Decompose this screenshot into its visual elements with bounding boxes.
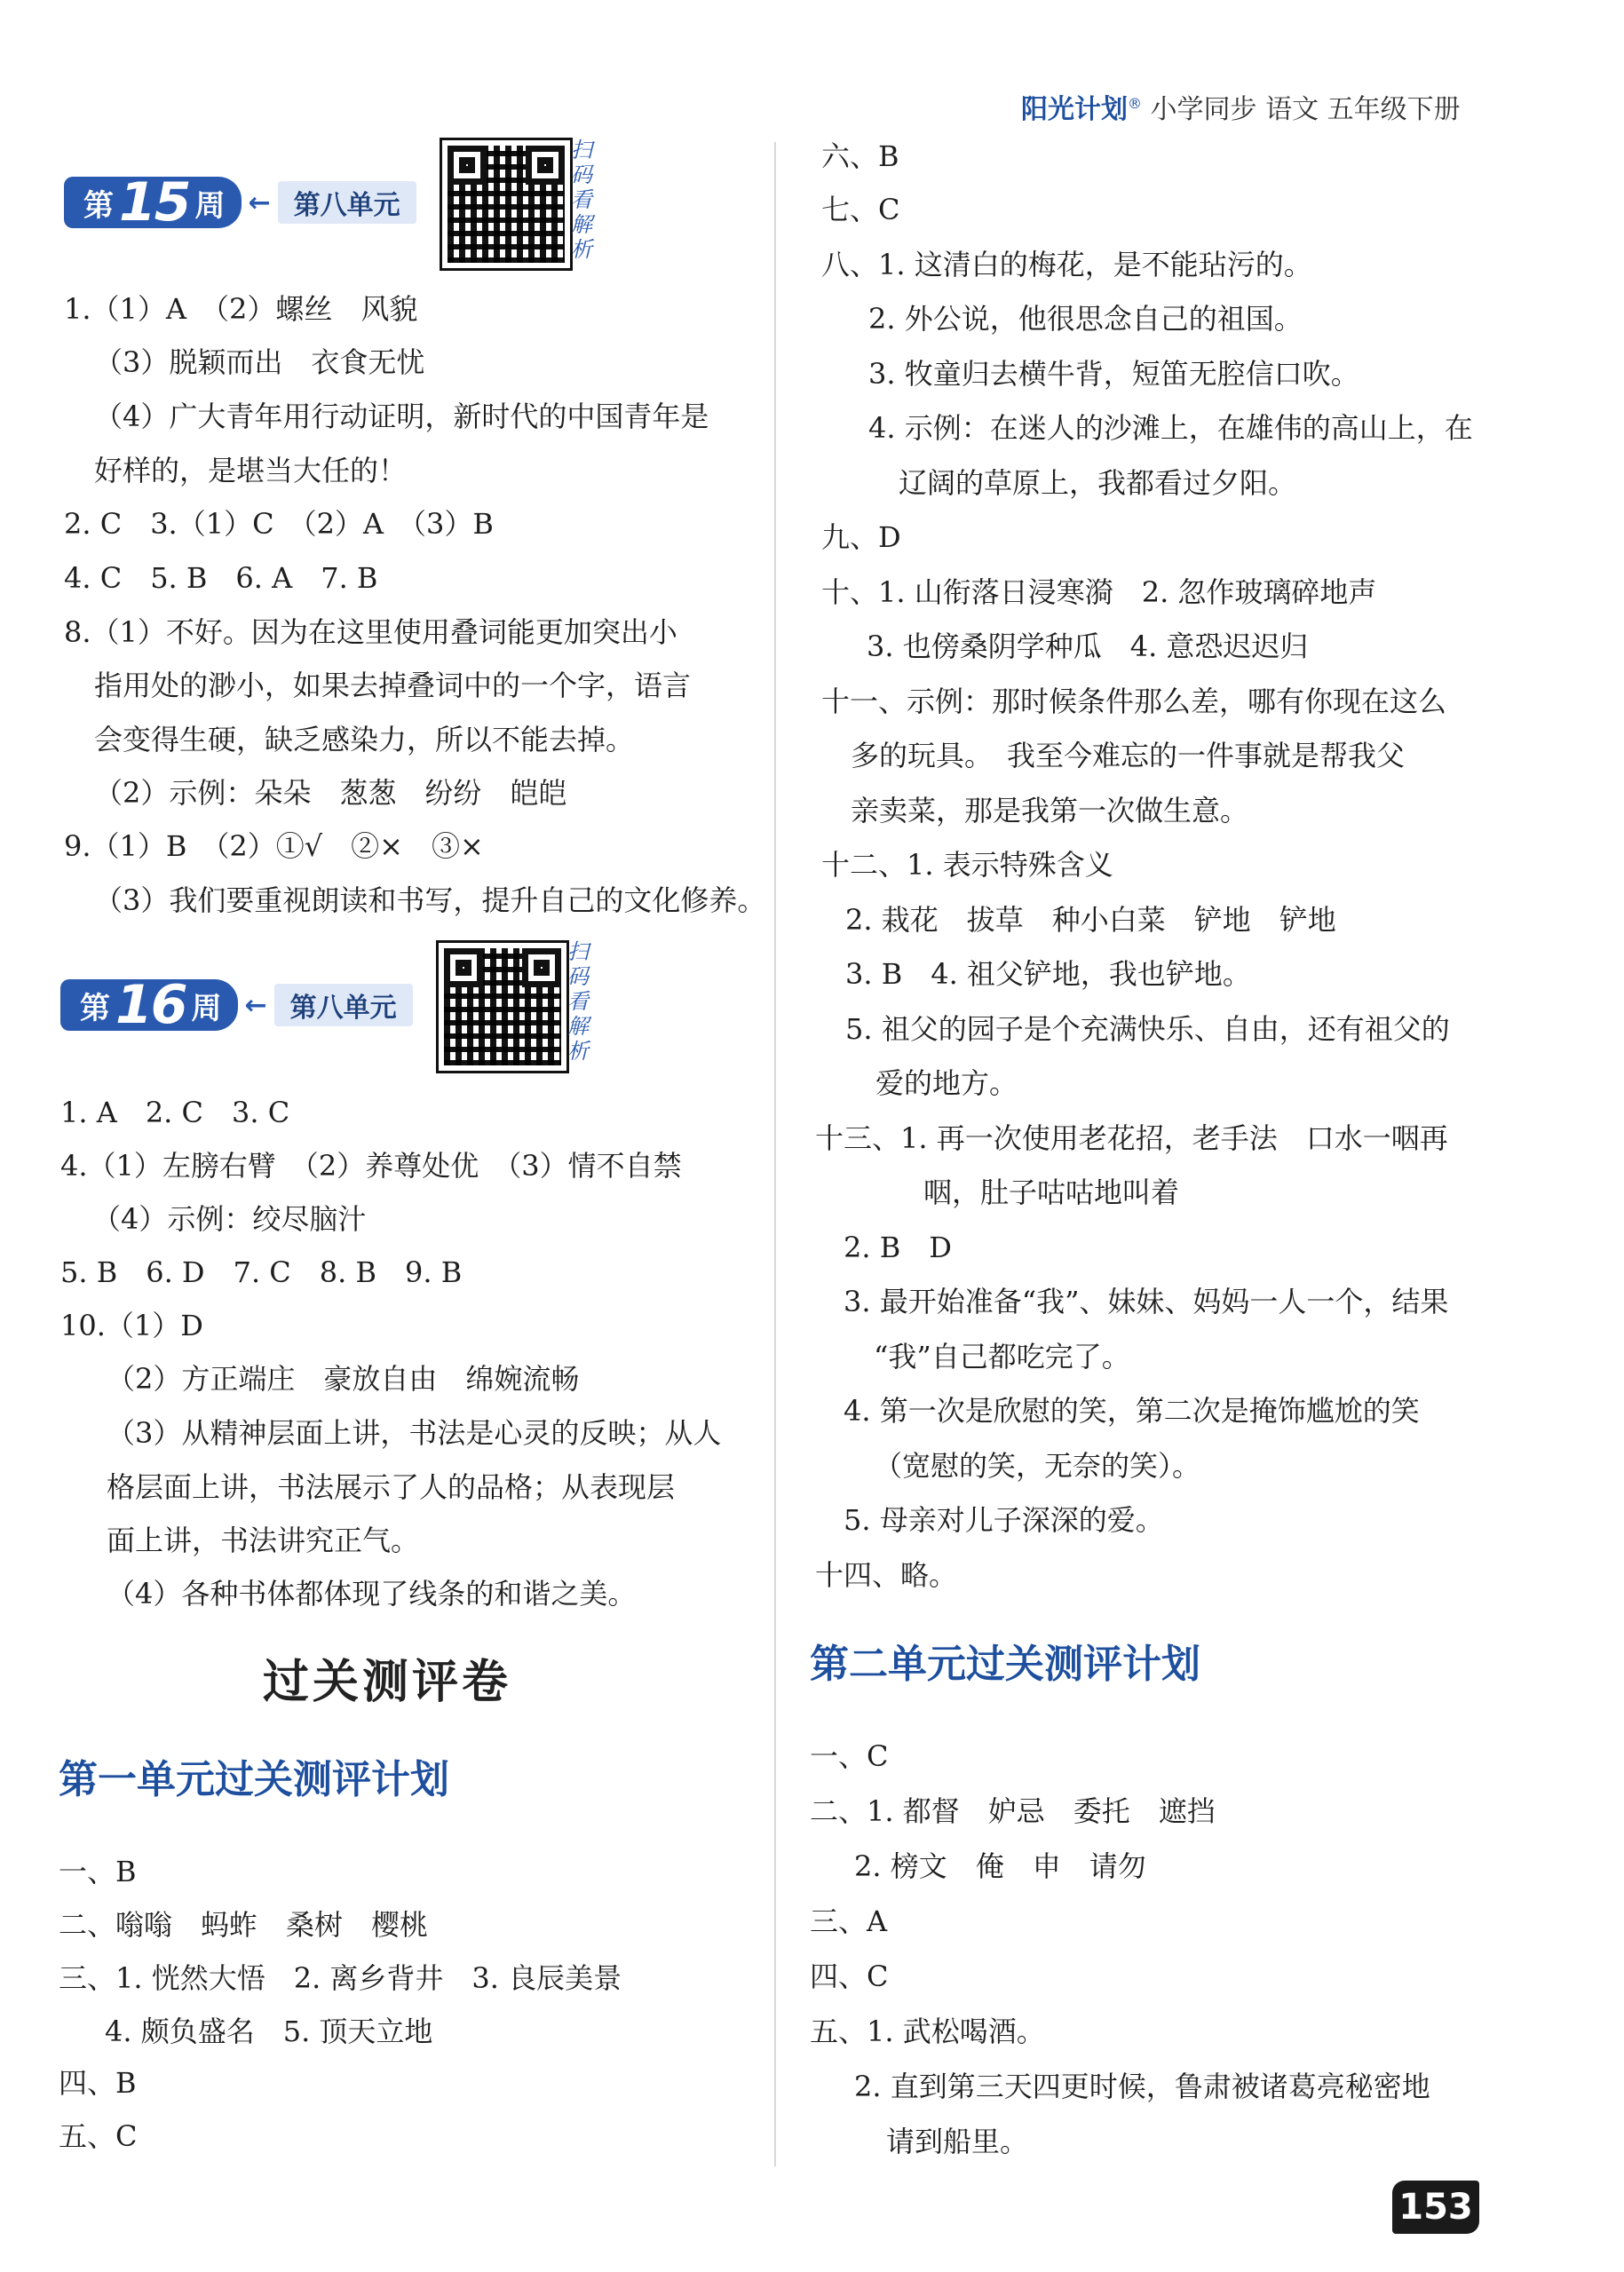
answer-line: 4. 第一次是欣慰的笑，第二次是掩饰尴尬的笑 — [844, 1394, 1420, 1428]
answer-line: 辽阔的草原上，我都看过夕阳。 — [899, 466, 1297, 500]
answer-line: 十三、1. 再一次使用老花招，老手法 口水一咽再 — [815, 1121, 1448, 1155]
answer-line: 2. C 3.（1）C （2）A （3）B — [64, 507, 494, 541]
week-16-pill — [60, 974, 238, 1036]
answer-line: 七、C — [821, 193, 900, 226]
answer-line: 二、嗡嗡 蚂蚱 桑树 樱桃 — [59, 1908, 429, 1942]
arrow-left-icon: ← — [248, 186, 271, 218]
answer-line: 8.（1）不好。因为在这里使用叠词能更加突出小 — [64, 615, 677, 649]
week-16-unit: 第八单元 — [274, 984, 413, 1026]
answer-line: 四、C — [810, 1959, 889, 1993]
answer-line: 十一、示例：那时候条件那么差，哪有你现在这么 — [821, 685, 1447, 718]
answer-line: 九、D — [821, 520, 901, 554]
answer-line: 2. 外公说，他很思念自己的祖国。 — [868, 302, 1303, 336]
answer-line: 三、A — [810, 1904, 888, 1938]
qr-char: 码 — [567, 964, 589, 989]
qr-char: 扫 — [567, 939, 589, 964]
qr-char: 解 — [571, 212, 592, 237]
answer-line: 好样的，是堪当大任的！ — [94, 454, 408, 487]
answer-line: 六、B — [821, 139, 899, 173]
page-header — [1021, 87, 1501, 126]
answer-line: 5. 祖父的园子是个充满快乐、自由，还有祖父的 — [845, 1012, 1450, 1046]
week-suffix: 周 — [191, 990, 222, 1026]
answer-line: （3）我们要重视朗读和书写，提升自己的文化修养。 — [94, 883, 766, 917]
answer-line: 会变得生硬，缺乏感染力，所以不能去掉。 — [94, 723, 635, 756]
answer-line: 十四、略。 — [815, 1558, 958, 1592]
answer-line: 二、1. 都督 妒忌 委托 遮挡 — [810, 1794, 1216, 1828]
answer-line: 3. 牧童归去横牛背，短笛无腔信口吹。 — [868, 357, 1359, 391]
qr-label-week-15 — [568, 138, 595, 262]
answer-line: 四、B — [59, 2066, 137, 2100]
qr-char: 析 — [567, 1039, 589, 1064]
answer-line: 3. 也傍桑阴学种瓜 4. 意恐迟迟归 — [867, 629, 1309, 663]
header-subtitle: 小学同步 语文 五年级下册 — [1142, 94, 1461, 125]
answer-line: 2. 直到第三天四更时候，鲁肃被诸葛亮秘密地 — [854, 2070, 1430, 2103]
answer-line: 3. 最开始准备“我”、妹妹、妈妈一人一个，结果 — [844, 1285, 1449, 1318]
week-16-banner — [60, 974, 413, 1036]
answer-line: 咽，肚子咕咕地叫着 — [923, 1176, 1180, 1209]
answer-line: 五、1. 武松喝酒。 — [810, 2015, 1045, 2048]
qr-char: 扫 — [571, 138, 592, 162]
arrow-left-icon: ← — [244, 989, 267, 1021]
qr-char: 解 — [567, 1014, 589, 1039]
week-suffix: 周 — [194, 187, 226, 224]
answer-line: （2）方正端庄 豪放自由 绵婉流畅 — [107, 1362, 580, 1396]
unit-2-title: 第二单元过关测评计划 — [810, 1642, 1200, 1687]
qr-char: 看 — [567, 989, 589, 1014]
answer-line: 八、1. 这清白的梅花，是不能玷污的。 — [821, 248, 1312, 281]
answer-line: 4. 示例：在迷人的沙滩上，在雄伟的高山上，在 — [868, 411, 1473, 445]
answer-line: （4）示例：绞尽脑汁 — [92, 1202, 367, 1236]
week-label: 第 — [80, 990, 110, 1026]
page-number: 153 — [1392, 2181, 1479, 2234]
answer-line: 十、1. 山衔落日浸寒漪 2. 忽作玻璃碎地声 — [821, 575, 1377, 609]
qr-code-week-15[interactable] — [442, 140, 570, 268]
qr-char: 看 — [571, 187, 592, 212]
answer-line: 请到船里。 — [886, 2125, 1029, 2158]
answer-line: 4. 颇负盛名 5. 顶天立地 — [105, 2015, 433, 2048]
answer-line: 一、C — [810, 1739, 889, 1773]
answer-line: （3）从精神层面上讲，书法是心灵的反映；从人 — [107, 1416, 722, 1450]
answer-line: 爱的地方。 — [875, 1066, 1018, 1100]
answer-line: 5. B 6. D 7. C 8. B 9. B — [60, 1255, 463, 1289]
answer-line: （4）各种书体都体现了线条的和谐之美。 — [107, 1577, 637, 1611]
answer-line: 4.（1）左膀右臂 （2）养尊处优 （3）情不自禁 — [60, 1149, 682, 1183]
answer-line: 指用处的渺小，如果去掉叠词中的一个字，语言 — [94, 669, 692, 702]
qr-char: 析 — [571, 237, 592, 262]
qr-code-week-16[interactable] — [439, 943, 566, 1071]
registered-mark: ® — [1128, 95, 1142, 112]
answer-line: 10.（1）D — [60, 1309, 203, 1342]
unit-1-title: 第一单元过关测评计划 — [59, 1757, 449, 1802]
answer-line: “我”自己都吃完了。 — [874, 1340, 1130, 1373]
answer-line: 十二、1. 表示特殊含义 — [821, 848, 1113, 882]
answer-line: 格层面上讲，书法展示了人的品格；从表现层 — [107, 1470, 676, 1504]
big-title: 过关测评卷 — [263, 1655, 512, 1709]
answer-line: 5. 母亲对儿子深深的爱。 — [844, 1503, 1164, 1537]
answer-line: （4）广大青年用行动证明，新时代的中国青年是 — [94, 400, 709, 433]
week-number: 16 — [115, 974, 186, 1036]
answer-line: 1.（1）A （2）螺丝 风貌 — [64, 292, 418, 326]
week-15-pill — [64, 171, 242, 234]
answer-line: 三、1. 恍然大悟 2. 离乡背井 3. 良辰美景 — [59, 1961, 622, 1995]
answer-line: 4. C 5. B 6. A 7. B — [64, 561, 378, 595]
column-divider — [774, 142, 776, 2166]
answer-line: 一、B — [59, 1855, 137, 1888]
answer-line: 2. 榜文 俺 申 请勿 — [854, 1849, 1146, 1883]
answer-line: 2. 栽花 拔草 种小白菜 铲地 铲地 — [845, 903, 1336, 937]
week-number: 15 — [119, 171, 190, 234]
answer-line: 9.（1）B （2）①√ ②× ③× — [64, 829, 484, 863]
answer-line: 1. A 2. C 3. C — [60, 1096, 290, 1129]
answer-line: （3）脱颖而出 衣食无忧 — [94, 345, 425, 379]
answer-line: （2）示例：朵朵 葱葱 纷纷 皑皑 — [94, 776, 567, 810]
qr-label-week-16 — [565, 939, 591, 1064]
week-15-unit: 第八单元 — [278, 181, 416, 224]
week-15-banner — [64, 171, 416, 234]
answer-line: 3. B 4. 祖父铲地，我也铲地。 — [845, 957, 1251, 991]
answer-line: 多的玩具。 我至今难忘的一件事就是帮我父 — [851, 739, 1406, 772]
answer-line: （宽慰的笑，无奈的笑）。 — [874, 1449, 1201, 1483]
answer-line: 2. B D — [844, 1231, 952, 1264]
qr-char: 码 — [571, 162, 592, 187]
answer-line: 面上讲，书法讲究正气。 — [107, 1524, 420, 1557]
brand-name: 阳光计划 — [1021, 94, 1128, 125]
answer-line: 亲卖菜，那是我第一次做生意。 — [851, 794, 1249, 827]
answer-line: 五、C — [59, 2119, 138, 2153]
week-label: 第 — [83, 187, 114, 224]
